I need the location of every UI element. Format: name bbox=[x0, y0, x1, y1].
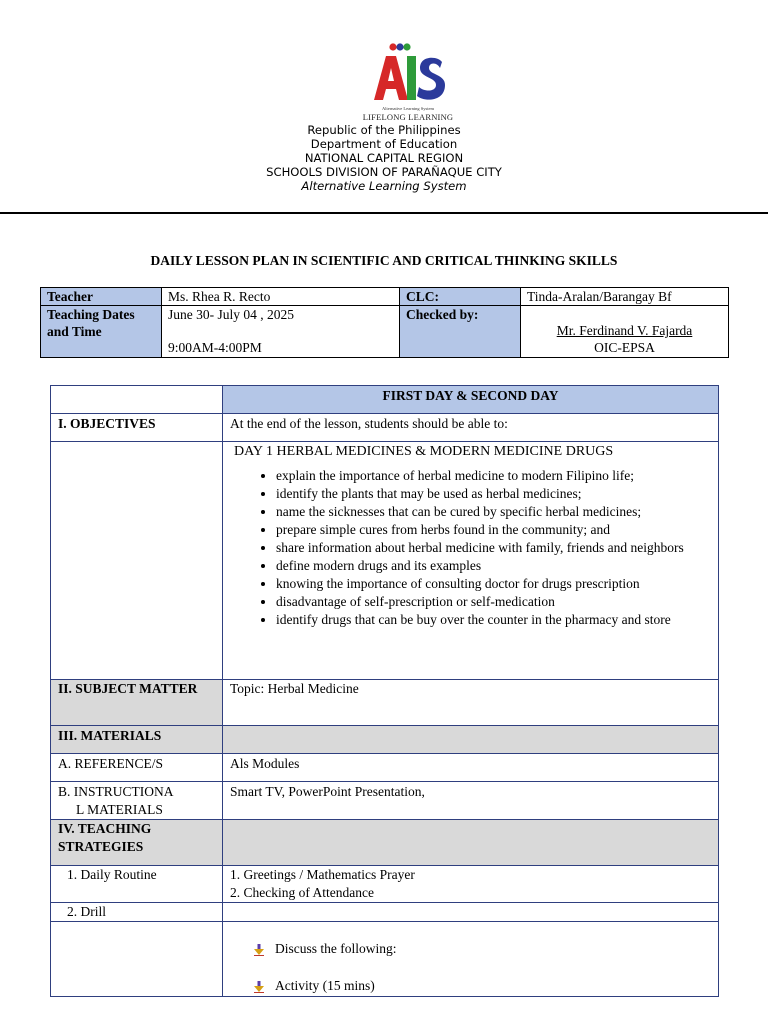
dates-label: Teaching Dates and Time bbox=[41, 306, 162, 358]
logo-caption: LIFELONG LEARNING bbox=[362, 112, 454, 122]
day1-title: DAY 1 HERBAL MEDICINES & MODERN MEDICINE DRUGS bbox=[234, 444, 614, 459]
instructional-label bbox=[51, 782, 223, 820]
routine-label: 1. Daily Routine bbox=[51, 866, 223, 903]
instructional-label-line1: B. INSTRUCTIONA bbox=[58, 784, 174, 799]
clc-value: Tinda-Aralan/Barangay Bf bbox=[521, 288, 729, 306]
lesson-table bbox=[50, 385, 719, 997]
list-item: • disadvantage of self-prescription or self-medication bbox=[276, 593, 711, 611]
arrow-item-text: Discuss the following: bbox=[275, 941, 397, 956]
reference-label: A. REFERENCE/S bbox=[51, 754, 223, 782]
list-item: • knowing the importance of consulting doctor for drugs prescription bbox=[276, 575, 711, 593]
routine-cell bbox=[223, 866, 719, 903]
arrow-down-icon bbox=[253, 981, 265, 993]
materials-label: III. MATERIALS bbox=[51, 726, 223, 754]
routine-item: 1. Greetings / Mathematics Prayer bbox=[230, 867, 415, 882]
activity-cell bbox=[223, 922, 719, 997]
header-department: Department of Education bbox=[310, 137, 458, 151]
routine-item: 2. Checking of Attendance bbox=[230, 885, 374, 900]
materials-empty-cell bbox=[223, 726, 719, 754]
arrow-item-text: Activity (15 mins) bbox=[275, 978, 375, 993]
objectives-label: I. OBJECTIVES bbox=[51, 414, 223, 442]
objectives-empty-cell bbox=[51, 442, 223, 680]
list-item: • share information about herbal medicine with family, friends and neighbors bbox=[276, 539, 711, 557]
strategies-empty-cell bbox=[223, 820, 719, 866]
header-empty-cell bbox=[51, 386, 223, 414]
list-item: • prepare simple cures from herbs found in the community; and bbox=[276, 521, 711, 539]
day-header: FIRST DAY & SECOND DAY bbox=[223, 386, 719, 414]
header-rule bbox=[0, 212, 768, 214]
als-logo-graphic bbox=[360, 40, 456, 106]
checked-title: OIC-EPSA bbox=[594, 340, 655, 355]
teacher-label: Teacher bbox=[41, 288, 162, 306]
instructional-value: Smart TV, PowerPoint Presentation, bbox=[223, 782, 719, 820]
checked-name: Mr. Ferdinand V. Fajarda bbox=[556, 323, 693, 338]
list-item: • explain the importance of herbal medicine to modern Filipino life; bbox=[276, 467, 711, 485]
info-table bbox=[40, 287, 729, 358]
objectives-list bbox=[230, 467, 711, 629]
header-division: SCHOOLS DIVISION OF PARAÑAQUE CITY bbox=[266, 165, 502, 179]
drill-empty-cell bbox=[223, 903, 719, 922]
instructional-label-line2: L MATERIALS bbox=[76, 802, 163, 817]
strategies-label: IV. TEACHING STRATEGIES bbox=[51, 820, 223, 866]
activity-empty-cell bbox=[51, 922, 223, 997]
page-title: DAILY LESSON PLAN IN SCIENTIFIC AND CRITICAL THINKING SKILLS bbox=[150, 253, 618, 268]
dates-cell bbox=[162, 306, 400, 358]
header-rule-gap bbox=[410, 211, 656, 212]
list-item: • identify the plants that may be used as herbal medicines; bbox=[276, 485, 711, 503]
list-item: • identify drugs that can be buy over the counter in the pharmacy and store bbox=[276, 611, 711, 629]
list-item: • define modern drugs and its examples bbox=[276, 557, 711, 575]
subject-label: II. SUBJECT MATTER bbox=[51, 680, 223, 726]
list-item: • name the sicknesses that can be cured by specific herbal medicines; bbox=[276, 503, 711, 521]
checked-label: Checked by: bbox=[400, 306, 521, 358]
header-republic: Republic of the Philippines bbox=[307, 123, 461, 137]
objectives-intro: At the end of the lesson, students should be able to: bbox=[223, 414, 719, 442]
subject-value: Topic: Herbal Medicine bbox=[223, 680, 719, 726]
clc-label: CLC: bbox=[400, 288, 521, 306]
header-region: NATIONAL CAPITAL REGION bbox=[304, 151, 464, 165]
arrow-item bbox=[253, 940, 711, 958]
objectives-cell bbox=[223, 442, 719, 680]
logo-caption-small: Alternative Learning System bbox=[382, 106, 434, 111]
checked-cell bbox=[521, 306, 729, 358]
als-logo bbox=[360, 40, 456, 126]
time-value: 9:00AM-4:00PM bbox=[168, 340, 262, 355]
header-als: Alternative Learning System bbox=[301, 179, 467, 193]
teacher-value: Ms. Rhea R. Recto bbox=[162, 288, 400, 306]
drill-label: 2. Drill bbox=[51, 903, 223, 922]
arrow-item bbox=[253, 977, 711, 995]
arrow-down-icon bbox=[253, 944, 265, 956]
reference-value: Als Modules bbox=[223, 754, 719, 782]
dates-value: June 30- July 04 , 2025 bbox=[168, 307, 294, 322]
